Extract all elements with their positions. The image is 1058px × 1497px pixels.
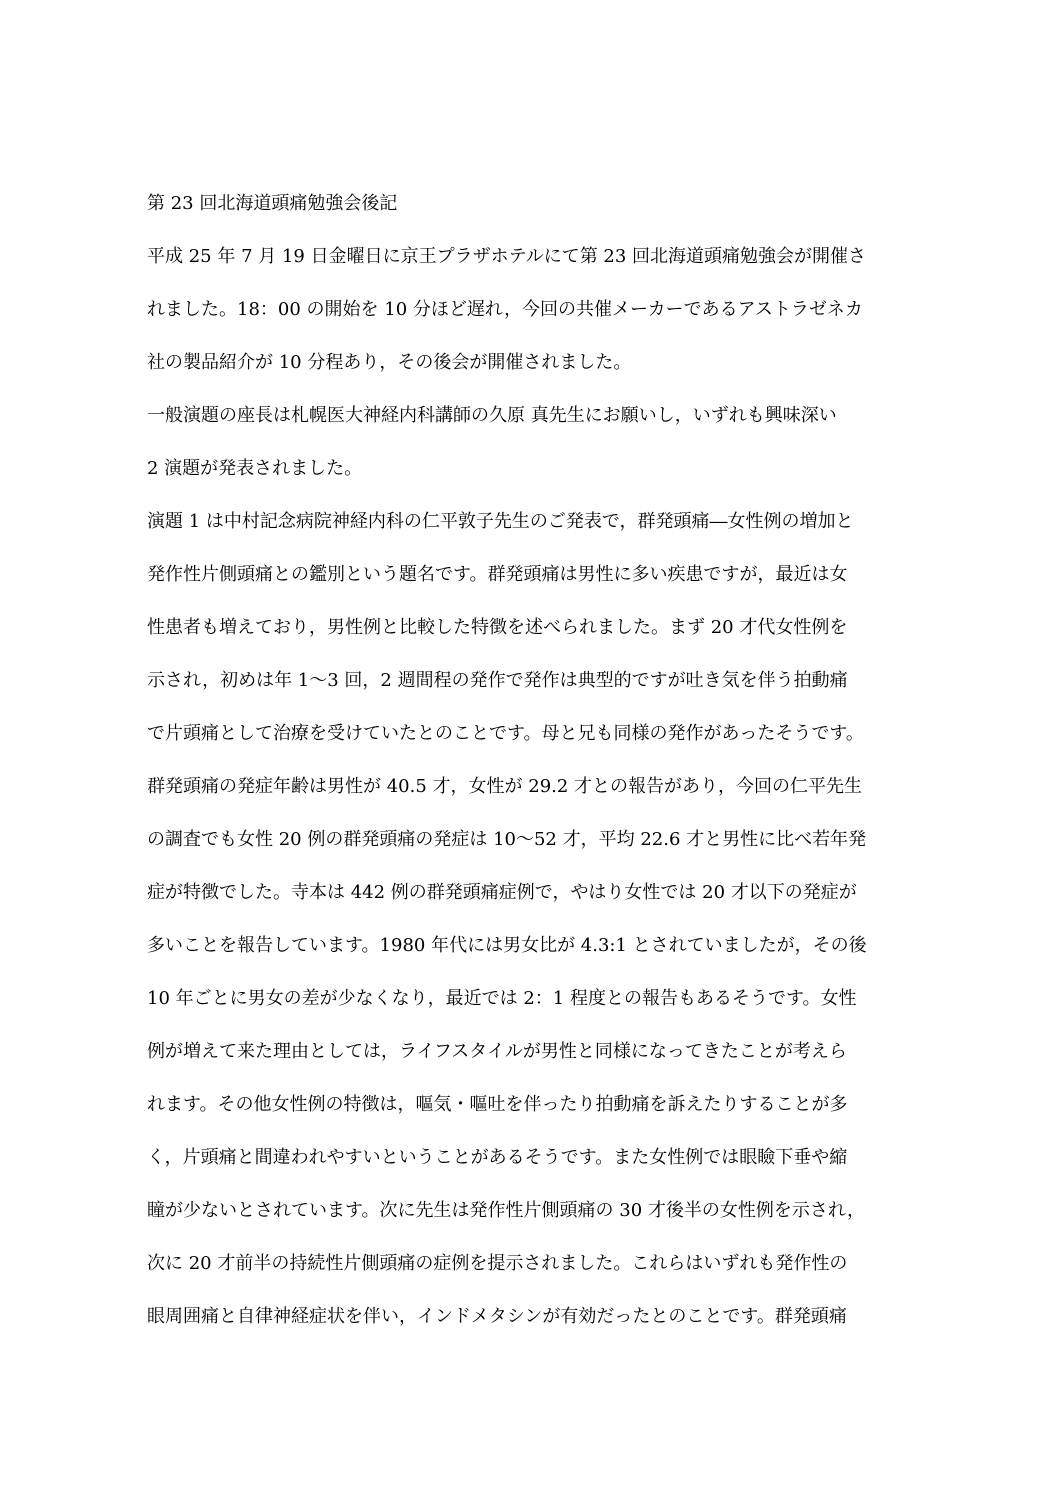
text-line: 演題 1 は中村記念病院神経内科の仁平敦子先生のご発表で，群発頭痛―女性例の増加と	[147, 511, 854, 532]
text-line: 症が特徴でした。寺本は 442 例の群発頭痛症例で，やはり女性では 20 才以下の発症が	[147, 882, 857, 903]
text-line: 多いことを報告しています。1980 年代には男女比が 4.3:1 とされていましたが，その後	[147, 935, 867, 956]
text-line: 平成 25 年 7 月 19 日金曜日に京王プラザホテルにて第 23 回北海道頭痛勉強会が開催さ	[147, 246, 867, 267]
text-line: 性患者も増えており，男性例と比較した特徴を述べられました。まず 20 才代女性例を	[147, 617, 848, 638]
text-line: 次に 20 才前半の持続性片側頭痛の症例を提示されました。これらはいずれも発作性の	[147, 1253, 848, 1274]
text-line: れます。その他女性例の特徴は，嘔気・嘔吐を伴ったり拍動痛を訴えたりすることが多	[147, 1094, 848, 1115]
text-line: 10 年ごとに男女の差が少なくなり，最近では 2：1 程度との報告もあるそうです。女性	[147, 988, 857, 1009]
text-line: 瞳が少ないとされています。次に先生は発作性片側頭痛の 30 才後半の女性例を示され，	[147, 1200, 865, 1221]
text-line: 2 演題が発表されました。	[147, 458, 363, 479]
text-line: の調査でも女性 20 例の群発頭痛の発症は 10〜52 才，平均 22.6 才と男性に比べ若年発	[147, 829, 867, 850]
text-line: 社の製品紹介が 10 分程あり，その後会が開催されました。	[147, 352, 632, 373]
text-line: く，片頭痛と間違われやすいということがあるそうです。また女性例では眼瞼下垂や縮	[147, 1147, 848, 1168]
text-line: 発作性片側頭痛との鑑別という題名です。群発頭痛は男性に多い疾患ですが，最近は女	[147, 564, 848, 585]
document-title: 第 23 回北海道頭痛勉強会後記	[147, 193, 398, 214]
text-line: で片頭痛として治療を受けていたとのことです。母と兄も同様の発作があったそうです。	[147, 723, 864, 744]
text-line: 眼周囲痛と自律神経症状を伴い，インドメタシンが有効だったとのことです。群発頭痛	[147, 1306, 847, 1327]
text-line: 一般演題の座長は札幌医大神経内科講師の久原 真先生にお願いし，いずれも興味深い	[147, 405, 837, 426]
text-line: 群発頭痛の発症年齢は男性が 40.5 才，女性が 29.2 才との報告があり，今回の仁平先生	[147, 776, 863, 797]
text-line: れました。18：00 の開始を 10 分ほど遅れ，今回の共催メーカーであるアストラゼネカ	[147, 299, 863, 320]
text-line: 示され，初めは年 1〜3 回，2 週間程の発作で発作は典型的ですが吐き気を伴う拍動痛	[147, 670, 848, 691]
text-line: 例が増えて来た理由としては，ライフスタイルが男性と同様になってきたことが考えら	[147, 1041, 847, 1062]
